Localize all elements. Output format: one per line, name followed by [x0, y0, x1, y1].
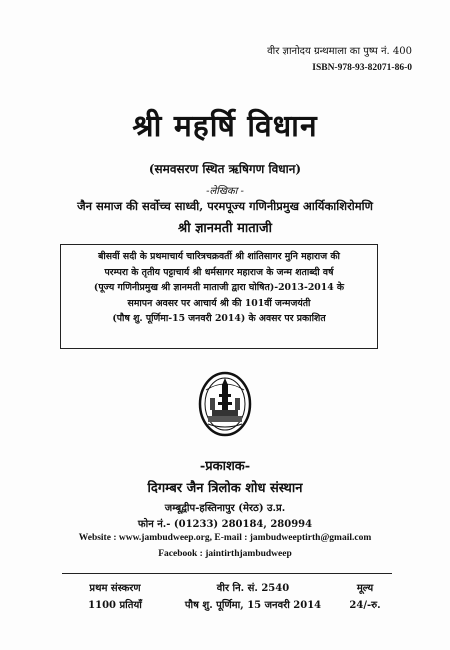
- occasion-line: (पौष शु. पूर्णिमा-15 जनवरी 2014) के अवसर पर प्रकाशित: [112, 313, 326, 324]
- emblem-graphic: [198, 368, 252, 438]
- publisher-address: जम्बूद्वीप-हस्तिनापुर (मेरठ) उ.प्र.: [164, 503, 286, 514]
- edition-row: [62, 580, 392, 597]
- jambudweep-emblem-icon: [198, 368, 252, 438]
- occasion-line: परम्परा के तृतीय पट्टाचार्य श्री धर्मसागर महाराज के जन्म शताब्दी वर्ष: [104, 266, 334, 278]
- occasion-line: समापन अवसर पर आचार्य श्री की 101वीं जन्मजयंती: [127, 297, 311, 309]
- divider: [62, 573, 392, 574]
- author-description: जैन समाज की सर्वोच्च साध्वी, परमपूज्य गणिनीप्रमुख आर्यिकाशिरोमणि: [77, 199, 373, 213]
- edition-label: प्रथम संस्करण: [89, 583, 141, 594]
- occasion-line: बीसवीं सदी के प्रथमाचार्य चारित्रचक्रवर्ती श्री शांतिसागर मुनि महाराज की: [98, 251, 340, 262]
- facebook-handle: Facebook : jaintirthjambudweep: [158, 549, 292, 559]
- publication-occasion-box: [60, 244, 378, 349]
- publication-date: पौष शु. पूर्णिमा, 15 जनवरी 2014: [184, 600, 322, 611]
- publisher-name: दिगम्बर जैन त्रिलोक शोध संस्थान: [147, 481, 303, 496]
- book-title: श्री महर्षि विधान: [132, 109, 318, 144]
- isbn: ISBN-978-93-82071-86-0: [312, 63, 412, 73]
- author-name: श्री ज्ञानमती माताजी: [177, 221, 273, 236]
- copies: 1100 प्रतियाँ: [88, 600, 142, 611]
- author-label: -लेखिका -: [206, 186, 244, 197]
- series-info: [267, 44, 412, 76]
- price-label: मूल्य: [356, 583, 374, 594]
- vir-samvat: वीर नि. सं. 2540: [216, 583, 290, 594]
- occasion-line: (पूज्य गणिनीप्रमुख श्री ज्ञानमती माताजी द्वारा घोषित)-2013-2014 के: [93, 282, 345, 293]
- price: 24/-रु.: [349, 600, 381, 611]
- edition-row: [62, 597, 392, 614]
- edition-details: [62, 580, 392, 614]
- website-email: Website : www.jambudweep.org, E-mail : jambudweeptirth@gmail.com: [78, 533, 372, 543]
- series-number: वीर ज्ञानोदय ग्रन्थमाला का पुष्प नं. 400: [267, 46, 412, 57]
- book-subtitle: (समवसरण स्थित ऋषिगण विधान): [148, 162, 302, 176]
- publisher-label: -प्रकाशक-: [199, 459, 251, 474]
- publisher-phone: फोन नं.- (01233) 280184, 280994: [137, 519, 313, 530]
